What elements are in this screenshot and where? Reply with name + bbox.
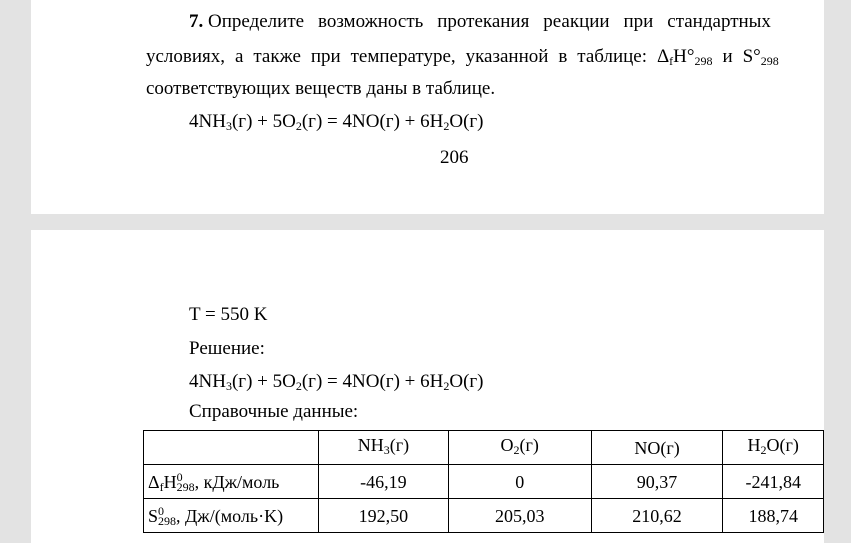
table-header-o2: $O_2(г)$ bbox=[448, 431, 591, 465]
reaction-equation: $4NH_3(г) + 5O_2(г) = 4NO(г) + 6H_2O(г)$ bbox=[189, 371, 484, 393]
table-row bbox=[144, 431, 824, 465]
table-header-h2o: $H_2O(г)$ bbox=[723, 431, 824, 465]
table-row bbox=[144, 499, 824, 533]
table-cell: -241,84 bbox=[723, 465, 824, 499]
table-cell bbox=[144, 431, 319, 465]
table-cell: 192,50 bbox=[318, 499, 448, 533]
table-row bbox=[144, 465, 824, 499]
page-1 bbox=[31, 0, 824, 214]
table-cell: 210,62 bbox=[591, 499, 723, 533]
reaction-equation: $4NH_3(г) + 5O_2(г) = 4NO(г) + 6H_2O(г)$ bbox=[189, 111, 484, 133]
page-number: 206 bbox=[440, 147, 469, 168]
table-header-no: NO(г) bbox=[591, 431, 723, 465]
row-header-enthalpy: $\Delta_fH^0_{298}$, кДж/моль bbox=[144, 465, 319, 499]
reference-label: Справочные данные: bbox=[189, 401, 359, 422]
table-cell: 0 bbox=[448, 465, 591, 499]
solution-label: Решение: bbox=[189, 338, 265, 359]
row-header-entropy: $S^0_{298}$, Дж/(моль·K) bbox=[144, 499, 319, 533]
task-line-2: условиях, а также при температуре, указанной в таблице: $\Delta_fH^\circ_{298}$ и $S^\circ_{298}$ bbox=[146, 46, 779, 68]
task-line-1: 7. Определите возможность протекания реакции при стандартных bbox=[189, 11, 771, 32]
reference-table bbox=[143, 430, 824, 533]
task-number: 7. bbox=[189, 11, 204, 32]
task-line-3: соответствующих веществ даны в таблице. bbox=[146, 78, 496, 99]
table-cell: 205,03 bbox=[448, 499, 591, 533]
table-cell: 188,74 bbox=[723, 499, 824, 533]
temperature: T = 550 K bbox=[189, 304, 268, 325]
page-2 bbox=[31, 230, 824, 543]
table-header-nh3: $NH_3(г)$ bbox=[318, 431, 448, 465]
table-cell: -46,19 bbox=[318, 465, 448, 499]
table-cell: 90,37 bbox=[591, 465, 723, 499]
